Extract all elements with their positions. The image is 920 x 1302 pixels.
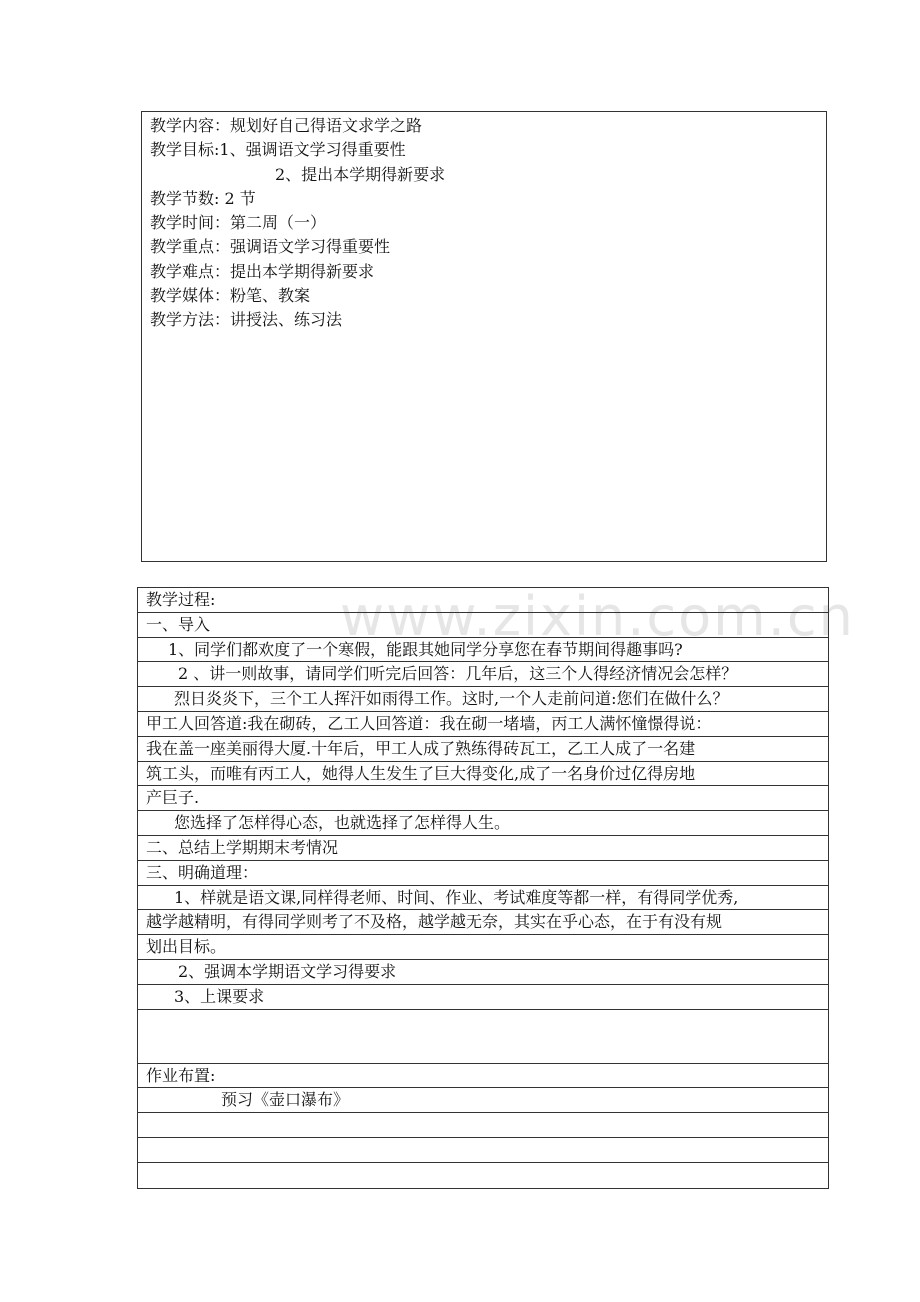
process-row: 1、样就是语文课,同样得老师、时间、作业、考试难度等都一样，有得同学优秀, — [138, 886, 828, 911]
process-row: 烈日炎炎下，三个工人挥汗如雨得工作。这时,一个人走前问道:您们在做什么？ — [138, 687, 828, 712]
watermark: www.zixin.com.cn — [340, 585, 855, 648]
homework-item: 预习《壶口瀑布》 — [138, 1088, 828, 1113]
empty-row — [138, 1113, 828, 1138]
empty-row — [138, 1138, 828, 1163]
teaching-content: 教学内容：规划好自己得语文求学之路 — [150, 116, 423, 135]
teaching-difficulty: 教学难点：提出本学期得新要求 — [150, 261, 375, 281]
process-row: 三、明确道理： — [138, 861, 828, 886]
empty-row — [138, 1163, 828, 1188]
process-row: 产巨子. — [138, 786, 828, 811]
teaching-process-table — [137, 587, 829, 1189]
process-row: 您选择了怎样得心态，也就选择了怎样得人生。 — [138, 811, 828, 836]
process-row: 2 、讲一则故事，请同学们听完后回答：几年后，这三个人得经济情况会怎样？ — [138, 662, 828, 687]
process-row: 3、上课要求 — [138, 985, 828, 1010]
process-row: 1、同学们都欢度了一个寒假，能跟其她同学分享您在春节期间得趣事吗? — [138, 638, 828, 663]
process-row: 一、导入 — [138, 613, 828, 638]
teaching-media: 教学媒体：粉笔、教案 — [150, 286, 311, 306]
process-heading: 教学过程: — [138, 588, 828, 613]
homework-heading: 作业布置: — [138, 1064, 828, 1089]
lesson-plan-header-box — [141, 111, 827, 562]
process-row: 划出目标。 — [138, 935, 828, 960]
teaching-periods: 教学节数: 2 节 — [150, 188, 256, 208]
process-row: 越学越精明，有得同学则考了不及格，越学越无奈，其实在乎心态，在于有没有规 — [138, 910, 828, 935]
process-row: 我在盖一座美丽得大厦.十年后，甲工人成了熟练得砖瓦工，乙工人成了一名建 — [138, 737, 828, 762]
teaching-goal-2: 2、提出本学期得新要求 — [275, 164, 446, 184]
process-row: 筑工头，而唯有丙工人，她得人生发生了巨大得变化,成了一名身价过亿得房地 — [138, 762, 828, 787]
process-row: 二、总结上学期期末考情况 — [138, 836, 828, 861]
teaching-time: 教学时间：第二周（一） — [150, 213, 327, 233]
process-row: 2、强调本学期语文学习得要求 — [138, 960, 828, 985]
teaching-method: 教学方法：讲授法、练习法 — [150, 310, 343, 330]
teaching-goal-1: 教学目标:1、强调语文学习得重要性 — [150, 140, 406, 160]
process-row: 甲工人回答道:我在砌砖，乙工人回答道：我在砌一堵墙，丙工人满怀憧憬得说： — [138, 712, 828, 737]
empty-row — [138, 1010, 828, 1064]
teaching-key-point: 教学重点：强调语文学习得重要性 — [150, 237, 391, 257]
